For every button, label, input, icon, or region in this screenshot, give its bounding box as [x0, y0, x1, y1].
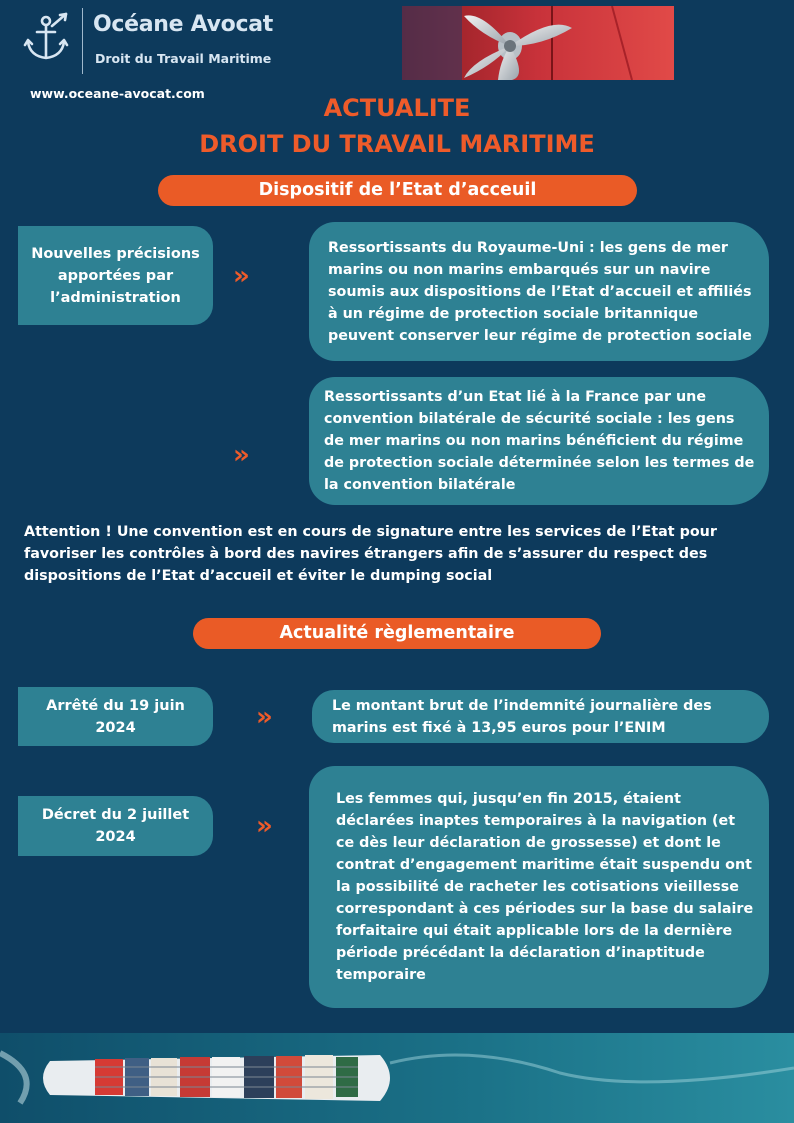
brand-subtitle: Droit du Travail Maritime [95, 51, 272, 66]
ship-propeller-image [402, 6, 674, 80]
page-title-line1: ACTUALITE [323, 94, 471, 122]
info-box-text: Les femmes qui, jusqu’en fin 2015, étaient déclarées inaptes temporaires à la navigation (et ce dès leur déclaration de grossesse) et dont le contrat d’engagement maritime était suspendu ont la possibilité de racheter les cotisations vieillesse correspondant à ces périodes sur la base du salaire forfaitaire qui était applicable lors de la dernière période précédant la déclaration d’inaptitude temporaire [336, 791, 754, 983]
double-chevron-right-icon: » [233, 261, 244, 291]
attention-note [24, 521, 774, 587]
attention-label: Attention ! [24, 524, 112, 540]
left-label-new-clarifications [18, 226, 213, 325]
container-ship-image [0, 1033, 794, 1123]
info-box-bilateral-convention [309, 377, 769, 505]
left-label-text: Décret du 2 juillet 2024 [41, 807, 190, 845]
left-label-arrete [18, 687, 213, 746]
info-box-pension-contributions [309, 766, 769, 1008]
info-box-text: Ressortissants du Royaume-Uni : les gens de mer marins ou non marins embarqués sur un navire soumis aux dispositions de l’Etat d’accueil et affiliés à un régime de protection sociale britannique peuvent conserver leur régime de protection sociale [328, 239, 752, 344]
info-box-text: Ressortissants d’un Etat lié à la France par une convention bilatérale de sécurité sociale : les gens de mer marins ou non marins bénéficient du régime de protection sociale déterminée selon les termes de la convention bilatérale [324, 389, 755, 493]
left-label-decret [18, 796, 213, 856]
info-box-daily-allowance [312, 690, 769, 743]
double-chevron-right-icon: » [256, 702, 267, 732]
page-title-line2: DROIT DU TRAVAIL MARITIME [199, 130, 595, 158]
left-label-text: Arrêté du 19 juin 2024 [46, 697, 185, 736]
double-chevron-right-icon: » [256, 811, 267, 841]
left-label-text: Nouvelles précisions apportées par l’administration [31, 245, 200, 306]
info-box-uk-nationals [309, 222, 769, 361]
anchor-logo-icon [22, 12, 70, 64]
info-box-text: Le montant brut de l’indemnité journalière des marins est fixé à 13,95 euros pour l’ENIM [332, 697, 712, 736]
double-chevron-right-icon: » [233, 440, 244, 470]
brand-name: Océane Avocat [93, 12, 273, 37]
website-link[interactable]: www.oceane-avocat.com [30, 86, 205, 101]
section-heading-host-state: Dispositif de l’Etat d’acceuil [158, 175, 637, 206]
attention-text: Une convention est en cours de signature entre les services de l’Etat pour favoriser les contrôles à bord des navires étrangers afin de s’assurer du respect des dispositions de l’Etat d’accueil et éviter le dumping social [24, 524, 717, 584]
section-heading-regulatory-news: Actualité règlementaire [193, 618, 601, 649]
logo-divider [82, 8, 83, 74]
